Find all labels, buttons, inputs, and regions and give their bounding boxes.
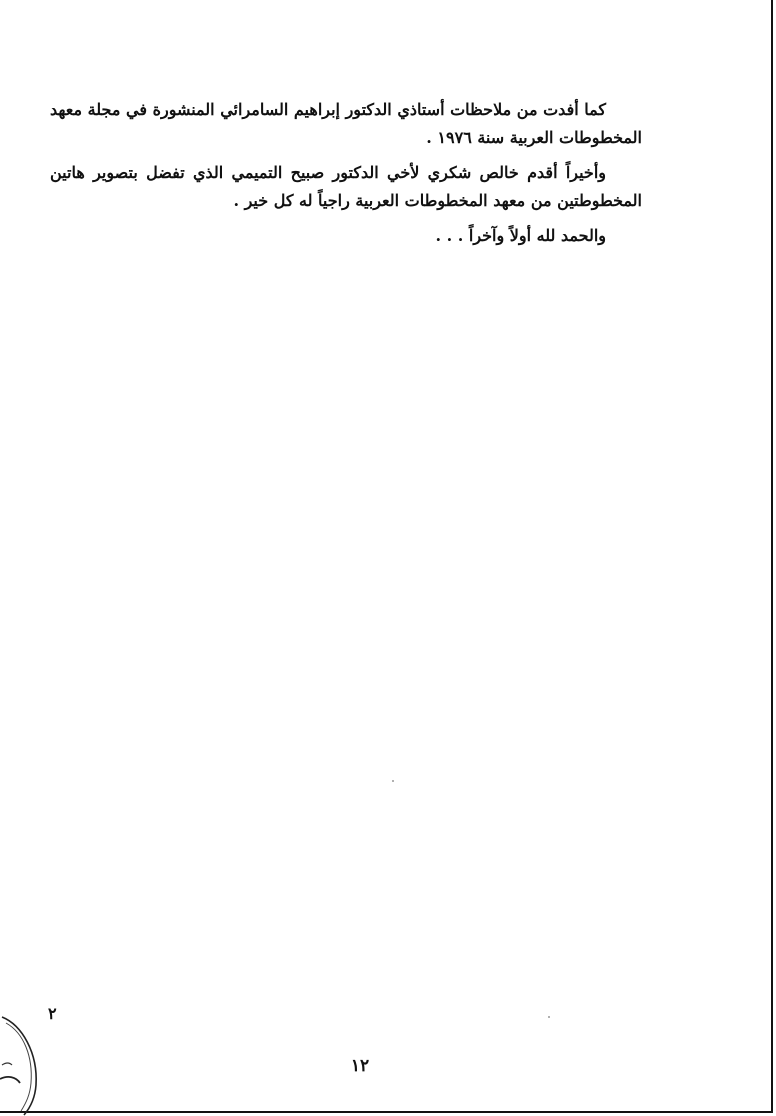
body-text: [50, 96, 642, 257]
scan-speck: [392, 780, 394, 782]
margin-mark: ٢: [48, 1004, 57, 1023]
paragraph-thanks-tamimi: وأخيراً أقدم خالص شكري لأخي الدكتور صبيح التميمي الذي تفضل بتصوير هاتين المخطوطتين من معهد المخطوطات العربية راجياً له كل خير .: [50, 163, 642, 210]
page-number: ١٢: [350, 1056, 370, 1076]
edge-stamp-icon: [0, 995, 48, 1116]
scan-speck: [548, 1016, 550, 1018]
paragraph-closing-praise: والحمد لله أولاً وآخراً . . .: [435, 226, 606, 245]
paragraph-acknowledgement-samarrai: كما أفدت من ملاحظات أستاذي الدكتور إبراهيم السامرائي المنشورة في مجلة معهد المخطوطات العربية سنة ١٩٧٦ .: [50, 100, 642, 147]
